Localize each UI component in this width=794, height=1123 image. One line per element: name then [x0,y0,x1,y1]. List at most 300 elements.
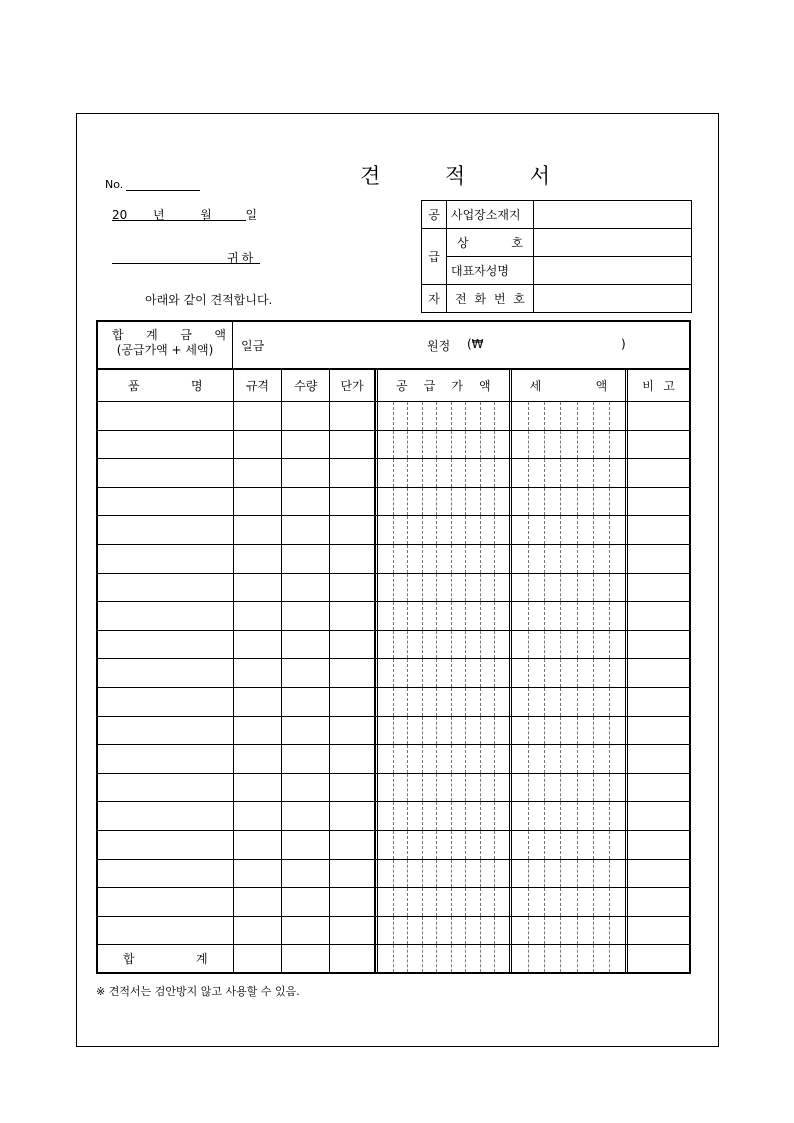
digit-guide [577,860,578,888]
spec-cell[interactable] [234,802,283,830]
digit-guide [422,945,423,972]
note-cell[interactable] [625,516,689,544]
supplier-side-label: 공 [422,201,447,229]
note-cell[interactable] [625,545,689,573]
digit-guide [465,659,466,687]
subtotal-unit-cell[interactable] [330,945,375,972]
digit-guide [422,659,423,687]
estimate-table [96,320,691,974]
unit-price-cell[interactable] [330,631,375,659]
digit-guide [436,431,437,459]
item-name-cell[interactable] [98,717,234,745]
qty-cell[interactable] [282,574,330,602]
digit-guide [422,602,423,630]
table-row [98,488,689,517]
unit-price-cell[interactable] [330,545,375,573]
tax-cell[interactable] [509,402,626,430]
digit-guide [407,917,408,945]
digit-guide [407,831,408,859]
digit-guide [560,831,561,859]
supply-amount-cell[interactable] [375,602,509,630]
recipient-suffix: 귀하 [227,251,257,265]
qty-cell[interactable] [282,774,330,802]
digit-guide [560,631,561,659]
digit-guide [393,774,394,802]
subtotal-tax-cell[interactable] [509,945,626,972]
digit-guide [407,688,408,716]
spec-cell[interactable] [234,574,283,602]
intro-text: 아래와 같이 견적합니다. [145,293,273,307]
digit-guide [436,774,437,802]
digit-guide [609,602,610,630]
digit-guide [544,516,545,544]
digit-guide [593,631,594,659]
digit-guide [593,917,594,945]
digit-guide [451,888,452,916]
table-row [98,631,689,660]
digit-guide [528,402,529,430]
item-name-cell[interactable] [98,688,234,716]
digit-guide [577,945,578,972]
total-currency-open: (₩ [467,337,484,351]
digit-guide [494,717,495,745]
digit-guide [593,516,594,544]
spec-cell[interactable] [234,488,283,516]
item-name-cell[interactable] [98,402,234,430]
spec-cell[interactable] [234,631,283,659]
total-label-char: 액 [214,328,226,342]
note-cell[interactable] [625,774,689,802]
note-cell[interactable] [625,459,689,487]
digit-guide [422,402,423,430]
subtotal-label [98,945,234,972]
unit-price-cell[interactable] [330,688,375,716]
spec-cell[interactable] [234,831,283,859]
supply-amount-cell[interactable] [375,631,509,659]
subtotal-qty-cell[interactable] [282,945,330,972]
unit-price-cell[interactable] [330,459,375,487]
note-cell[interactable] [625,659,689,687]
qty-cell[interactable] [282,745,330,773]
digit-guide [577,602,578,630]
digit-guide [465,545,466,573]
supply-amount-cell[interactable] [375,431,509,459]
digit-guide [407,402,408,430]
digit-guide [465,602,466,630]
digit-guide [609,860,610,888]
unit-price-cell[interactable] [330,745,375,773]
digit-guide [577,545,578,573]
digit-guide [436,860,437,888]
digit-guide [480,688,481,716]
digit-guide [528,860,529,888]
digit-guide [393,831,394,859]
note-cell[interactable] [625,888,689,916]
note-cell[interactable] [625,745,689,773]
digit-guide [593,659,594,687]
digit-guide [494,516,495,544]
item-name-cell[interactable] [98,917,234,945]
header-char: 명 [190,379,203,393]
subtotal-char: 합 [123,952,135,967]
tax-cell[interactable] [509,917,626,945]
note-cell[interactable] [625,917,689,945]
qty-cell[interactable] [282,888,330,916]
qty-cell[interactable] [282,917,330,945]
qty-cell[interactable] [282,831,330,859]
table-row [98,717,689,746]
table-row [98,831,689,860]
subtotal-supply-cell[interactable] [375,945,509,972]
supply-amount-cell[interactable] [375,545,509,573]
tax-cell[interactable] [509,802,626,830]
digit-guide [465,631,466,659]
supply-amount-cell[interactable] [375,574,509,602]
digit-guide [528,545,529,573]
item-name-cell[interactable] [98,659,234,687]
digit-guide [528,802,529,830]
digit-guide [451,545,452,573]
tax-cell[interactable] [509,745,626,773]
digit-guide [494,459,495,487]
digit-guide [451,574,452,602]
qty-cell[interactable] [282,488,330,516]
total-label-char: 금 [180,328,192,342]
digit-guide [407,888,408,916]
digit-guide [528,717,529,745]
spec-cell[interactable] [234,745,283,773]
date-day-label: 일 [245,208,258,222]
digit-guide [436,831,437,859]
digit-guide [451,659,452,687]
supplier-company-field[interactable] [534,229,692,257]
tax-cell[interactable] [509,431,626,459]
supply-amount-cell[interactable] [375,774,509,802]
date-year-prefix: 20 [112,208,128,222]
unit-price-cell[interactable] [330,774,375,802]
item-name-cell[interactable] [98,802,234,830]
digit-guide [560,888,561,916]
note-cell[interactable] [625,802,689,830]
spec-cell[interactable] [234,516,283,544]
tax-cell[interactable] [509,602,626,630]
digit-guide [593,717,594,745]
digit-guide [544,659,545,687]
supply-amount-cell[interactable] [375,860,509,888]
digit-guide [544,631,545,659]
tax-cell[interactable] [509,831,626,859]
digit-guide [393,402,394,430]
digit-guide [609,574,610,602]
digit-guide [422,831,423,859]
digit-guide [593,888,594,916]
table-row [98,659,689,688]
item-rows [98,402,689,945]
digit-guide [422,516,423,544]
supply-amount-cell[interactable] [375,717,509,745]
note-cell[interactable] [625,402,689,430]
qty-cell[interactable] [282,516,330,544]
digit-guide [494,488,495,516]
digit-guide [593,488,594,516]
digit-guide [480,774,481,802]
digit-guide [393,602,394,630]
qty-cell[interactable] [282,802,330,830]
digit-guide [480,545,481,573]
digit-guide [407,545,408,573]
spec-cell[interactable] [234,917,283,945]
unit-price-cell[interactable] [330,574,375,602]
digit-guide [560,774,561,802]
number-field[interactable] [126,190,200,191]
note-cell[interactable] [625,488,689,516]
digit-guide [544,802,545,830]
tax-cell[interactable] [509,888,626,916]
total-label-char: 계 [146,328,158,342]
grand-total-amount-field[interactable] [233,322,689,368]
digit-guide [577,659,578,687]
note-cell[interactable] [625,431,689,459]
digit-guide [407,717,408,745]
digit-guide [436,888,437,916]
supplier-address-label: 사업장소재지 [447,201,534,229]
digit-guide [528,688,529,716]
digit-guide [593,402,594,430]
digit-guide [393,574,394,602]
note-cell[interactable] [625,860,689,888]
digit-guide [560,745,561,773]
spec-cell[interactable] [234,888,283,916]
unit-price-cell[interactable] [330,860,375,888]
spec-cell[interactable] [234,688,283,716]
tax-cell[interactable] [509,860,626,888]
digit-guide [560,917,561,945]
supply-amount-cell[interactable] [375,745,509,773]
item-name-cell[interactable] [98,745,234,773]
item-name-cell[interactable] [98,574,234,602]
digit-guide [560,659,561,687]
digit-guide [451,488,452,516]
digit-guide [560,402,561,430]
digit-guide [422,488,423,516]
spec-cell[interactable] [234,545,283,573]
digit-guide [528,774,529,802]
supply-amount-cell[interactable] [375,402,509,430]
total-won-label: 원정 [427,339,451,353]
title-char: 서 [529,164,550,188]
total-prefix: 일금 [241,339,265,353]
digit-guide [422,774,423,802]
spec-cell[interactable] [234,459,283,487]
unit-price-cell[interactable] [330,516,375,544]
tax-cell[interactable] [509,717,626,745]
item-name-cell[interactable] [98,631,234,659]
tax-cell[interactable] [509,659,626,687]
supplier-side-label: 자 [422,285,447,313]
unit-price-cell[interactable] [330,602,375,630]
digit-guide [593,802,594,830]
spec-cell[interactable] [234,431,283,459]
supplier-address-field[interactable] [534,201,692,229]
digit-guide [609,831,610,859]
table-row [98,402,689,431]
footnote: ※ 견적서는 검안방지 않고 사용할 수 있음. [96,985,300,998]
tax-cell[interactable] [509,631,626,659]
note-cell[interactable] [625,831,689,859]
digit-guide [407,459,408,487]
digit-guide [422,917,423,945]
digit-guide [593,431,594,459]
unit-price-cell[interactable] [330,488,375,516]
supplier-phone-field[interactable] [534,285,692,313]
grand-total-row [98,322,689,370]
unit-price-cell[interactable] [330,888,375,916]
item-name-cell[interactable] [98,459,234,487]
qty-cell[interactable] [282,631,330,659]
subtotal-note-cell[interactable] [625,945,689,972]
supply-amount-cell[interactable] [375,888,509,916]
tax-cell[interactable] [509,545,626,573]
note-cell[interactable] [625,688,689,716]
spec-cell[interactable] [234,602,283,630]
digit-guide [393,488,394,516]
recipient-field[interactable] [112,263,260,264]
digit-guide [480,459,481,487]
digit-guide [494,688,495,716]
unit-price-cell[interactable] [330,402,375,430]
digit-guide [544,688,545,716]
digit-guide [528,831,529,859]
supply-amount-cell[interactable] [375,688,509,716]
digit-guide [422,574,423,602]
digit-guide [480,516,481,544]
total-label-sub: (공급가액 + 세액) [116,343,214,357]
digit-guide [609,631,610,659]
item-name-cell[interactable] [98,545,234,573]
tax-cell[interactable] [509,574,626,602]
subtotal-spec-cell[interactable] [234,945,283,972]
digit-guide [494,402,495,430]
digit-guide [451,602,452,630]
tax-cell[interactable] [509,459,626,487]
supplier-representative-field[interactable] [534,257,692,285]
digit-guide [544,459,545,487]
digit-guide [609,802,610,830]
supply-amount-cell[interactable] [375,459,509,487]
supply-amount-cell[interactable] [375,659,509,687]
unit-price-cell[interactable] [330,831,375,859]
digit-guide [436,488,437,516]
spec-cell[interactable] [234,402,283,430]
digit-guide [528,516,529,544]
item-name-cell[interactable] [98,860,234,888]
item-name-cell[interactable] [98,431,234,459]
digit-guide [593,574,594,602]
digit-guide [593,688,594,716]
spec-cell[interactable] [234,717,283,745]
digit-guide [560,717,561,745]
digit-guide [393,516,394,544]
digit-guide [494,574,495,602]
digit-guide [609,459,610,487]
table-row [98,802,689,831]
digit-guide [577,402,578,430]
spec-cell[interactable] [234,774,283,802]
tax-cell[interactable] [509,516,626,544]
digit-guide [480,431,481,459]
qty-cell[interactable] [282,659,330,687]
digit-guide [407,431,408,459]
qty-cell[interactable] [282,402,330,430]
qty-cell[interactable] [282,545,330,573]
unit-price-cell[interactable] [330,917,375,945]
unit-price-cell[interactable] [330,659,375,687]
qty-cell[interactable] [282,688,330,716]
tax-cell[interactable] [509,774,626,802]
item-name-cell[interactable] [98,774,234,802]
qty-cell[interactable] [282,431,330,459]
item-name-cell[interactable] [98,488,234,516]
col-header-unit-price [330,370,375,401]
digit-guide [544,574,545,602]
supply-amount-cell[interactable] [375,802,509,830]
item-name-cell[interactable] [98,516,234,544]
supply-amount-cell[interactable] [375,917,509,945]
digit-guide [436,802,437,830]
supply-amount-cell[interactable] [375,516,509,544]
digit-guide [528,459,529,487]
table-row [98,688,689,717]
note-cell[interactable] [625,602,689,630]
item-name-cell[interactable] [98,888,234,916]
item-name-cell[interactable] [98,602,234,630]
supply-amount-cell[interactable] [375,488,509,516]
digit-guide [465,402,466,430]
unit-price-cell[interactable] [330,717,375,745]
tax-cell[interactable] [509,688,626,716]
spec-cell[interactable] [234,659,283,687]
supply-amount-cell[interactable] [375,831,509,859]
item-name-cell[interactable] [98,831,234,859]
digit-guide [593,745,594,773]
subtotal-char: 계 [195,952,208,967]
note-cell[interactable] [625,717,689,745]
note-cell[interactable] [625,631,689,659]
qty-cell[interactable] [282,717,330,745]
spec-cell[interactable] [234,860,283,888]
digit-guide [609,488,610,516]
digit-guide [528,488,529,516]
col-header-supply-amount [375,370,509,401]
digit-guide [528,917,529,945]
table-row [98,774,689,803]
qty-cell[interactable] [282,602,330,630]
tax-cell[interactable] [509,488,626,516]
unit-price-cell[interactable] [330,431,375,459]
digit-guide [480,402,481,430]
title-char: 견 [360,164,381,188]
digit-guide [577,774,578,802]
digit-guide [560,602,561,630]
digit-guide [465,745,466,773]
qty-cell[interactable] [282,459,330,487]
note-cell[interactable] [625,574,689,602]
digit-guide [560,516,561,544]
unit-price-cell[interactable] [330,802,375,830]
digit-guide [609,688,610,716]
qty-cell[interactable] [282,860,330,888]
digit-guide [422,459,423,487]
